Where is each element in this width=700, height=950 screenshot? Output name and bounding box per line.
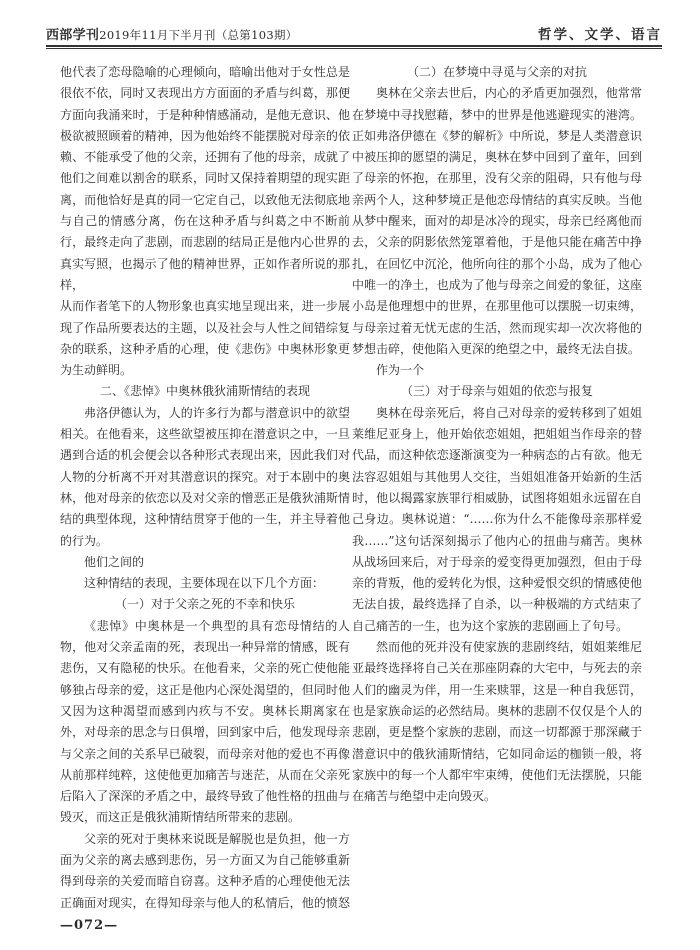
header-rule-thin: [46, 48, 662, 49]
paragraph: 他们之间的: [84, 554, 145, 569]
paragraph: 弗洛伊德认为，人的许多行为都与潜意识中的欲望相关。在他看来，这些欲望被压抑在潜意识之中，一旦遇到合适的机会便会以各种形式表现出来，因此我们对人物的分析离不开对其潜意识的探究。对于本剧中的奥林，他对母亲的依恋以及对父亲的憎恶正是俄狄浦斯情结的典型体现，这种情结贯穿于他的一生，并主导着他的行为。: [60, 405, 350, 548]
page-number: —072—: [60, 918, 119, 933]
paragraph: 父亲的死对于奥林来说既是解脱也是负担，他一方面为父亲的离去感到悲伤，另一方面又为自己能够重新得到母亲的关爱而暗自窃喜。这种矛盾的心理使他无法正确面对现实，在得知母亲与他人的私情后，他的愤怒: [60, 831, 350, 910]
paragraph: 作为一个: [376, 363, 425, 378]
paragraph: 《悲悼》中奥林是一个典型的具有恋母情结的人物，他对父亲孟南的死，表现出一种异常的情感，既有悲伤，又有隐秘的快乐。在他看来，父亲的死亡使他能够独占母亲的爱，这正是他内心深处渴望的，但同时他又因为这种渴望而感到内疚与不安。奥林长期离家在外，对母亲的思念与日俱增，回到家中后，他发现母亲与父亲之间的关系早已破裂，而母亲对他的爱也不再像从前那样纯粹，这使他更加痛苦与迷茫，从而在父亲死后陷入了深深的矛盾之中，最终导致了他性格的扭曲与毁灭，而这正是俄狄浦斯情结所带来的悲剧。: [60, 618, 350, 825]
journal-name: 西部学刊: [46, 28, 100, 43]
right-column: [352, 62, 642, 912]
paragraph: 奥林在母亲死后，将自己对母亲的爱转移到了姐姐莱维尼亚身上，他开始依恋姐姐，把姐姐当作母亲的替代品，而这种依恋逐渐演变为一种病态的占有欲。他无法容忍姐姐与其他男人交往，当姐姐准备开始新的生活时，他以揭露家族罪行相威胁，试图将姐姐永远留在自己身边。奥林说道：“……你为什么不能像母亲那样爱我……”这句话深刻揭示了他内心的扭曲与痛苦。奥林从战场回来后，对于母亲的爱变得更加强烈，但由于母亲的背叛，他的爱转化为恨，这种爱恨交织的情感使他无法自拔，最终选择了自杀，以一种极端的方式结束了自己痛苦的一生，也为这个家族的悲剧画上了句号。: [352, 405, 642, 633]
paragraph: 这种情结的表现，主要体现在以下几个方面：: [84, 576, 325, 591]
running-header: [46, 20, 662, 44]
section-heading: （三）对于母亲与姐姐的依恋与报复: [400, 384, 593, 399]
paragraph: 从而作者笔下的人物形象也真实地呈现出来，进一步展现了作品所要表达的主题，以及社会与人性之间错综复杂的联系，这种矛盾的心理，使《悲伤》中奥林形象更为生动鲜明。: [60, 299, 350, 378]
header-rule-thick: [46, 45, 662, 47]
section-heading: （一）对于父亲之死的不幸和快乐: [114, 597, 295, 612]
paragraph: 奥林在父亲去世后，内心的矛盾更加强烈，他常常在梦境中寻找慰藉，梦中的世界是他逃避现实的港湾。正如弗洛伊德在《梦的解析》中所说，梦是人类潜意识中被压抑的愿望的满足，奥林在梦中回到了童年，回到了母亲的怀抱，在那里，没有父亲的阻碍，只有他与母亲两个人，这种梦境正是他恋母情结的真实反映。当他从梦中醒来，面对的却是冰冷的现实，母亲已经离他而去，父亲的阴影依然笼罩着他，于是他只能在痛苦中挣扎，在回忆中沉沦，他所向往的那个小岛，成为了他心中唯一的净土，也成为了他与母亲之间爱的象征，这座小岛是他理想中的世界，在那里他可以摆脱一切束缚，与母亲过着无忧无虑的生活，然而现实却一次次将他的梦想击碎，使他陷入更深的绝望之中，最终无法自拔。: [352, 86, 642, 356]
section-heading: 二、《悲悼》中奥林俄狄浦斯情结的表现: [99, 384, 310, 399]
left-column: [60, 62, 350, 912]
paragraph: 然而他的死并没有使家族的悲剧终结，姐姐莱维尼亚最终选择将自己关在那座阴森的大宅中，与死去的亲人们的幽灵为伴，用一生来赎罪，这是一种自我惩罚，也是家族命运的必然结局。奥林的悲剧不仅仅是个人的悲剧，更是整个家族的悲剧，而这一切都源于那深藏于潜意识中的俄狄浦斯情结，它如同命运的枷锁一般，将家族中的每一个人都牢牢束缚，使他们无法摆脱，只能在痛苦与绝望中走向毁灭。: [352, 640, 642, 804]
section-heading: （二）在梦境中寻觅与父亲的对抗: [406, 65, 587, 79]
issue-info: 2019年11月下半月刊（总第103期）: [99, 28, 298, 42]
journal-info: [46, 24, 298, 43]
section-title: 哲学、文学、语言: [538, 27, 662, 43]
paragraph: 他代表了恋母隐喻的心理倾向，暗喻出他对于女性总是很依不依，同时又表现出方方面面的矛盾与纠葛，那便方面向我涌来时，于是种种情感涌动，是他无意识、他极欲被照顾着的精神，因为他始终不能摆脱对母亲的依赖、不能承受了他的父亲，还拥有了他的母亲，成就了他们之间难以割舍的联系，同时又保持着期望的现实距离，而他恰好是真的同一它定自己，以致他无法彻底地与自己的情感分离，伤在这种矛盾与纠葛之中不断前行，最终走向了悲剧，而悲剧的结局正是他内心世界的真实写照，也揭示了他的精神世界，正如作者所说的那样，: [60, 65, 350, 292]
